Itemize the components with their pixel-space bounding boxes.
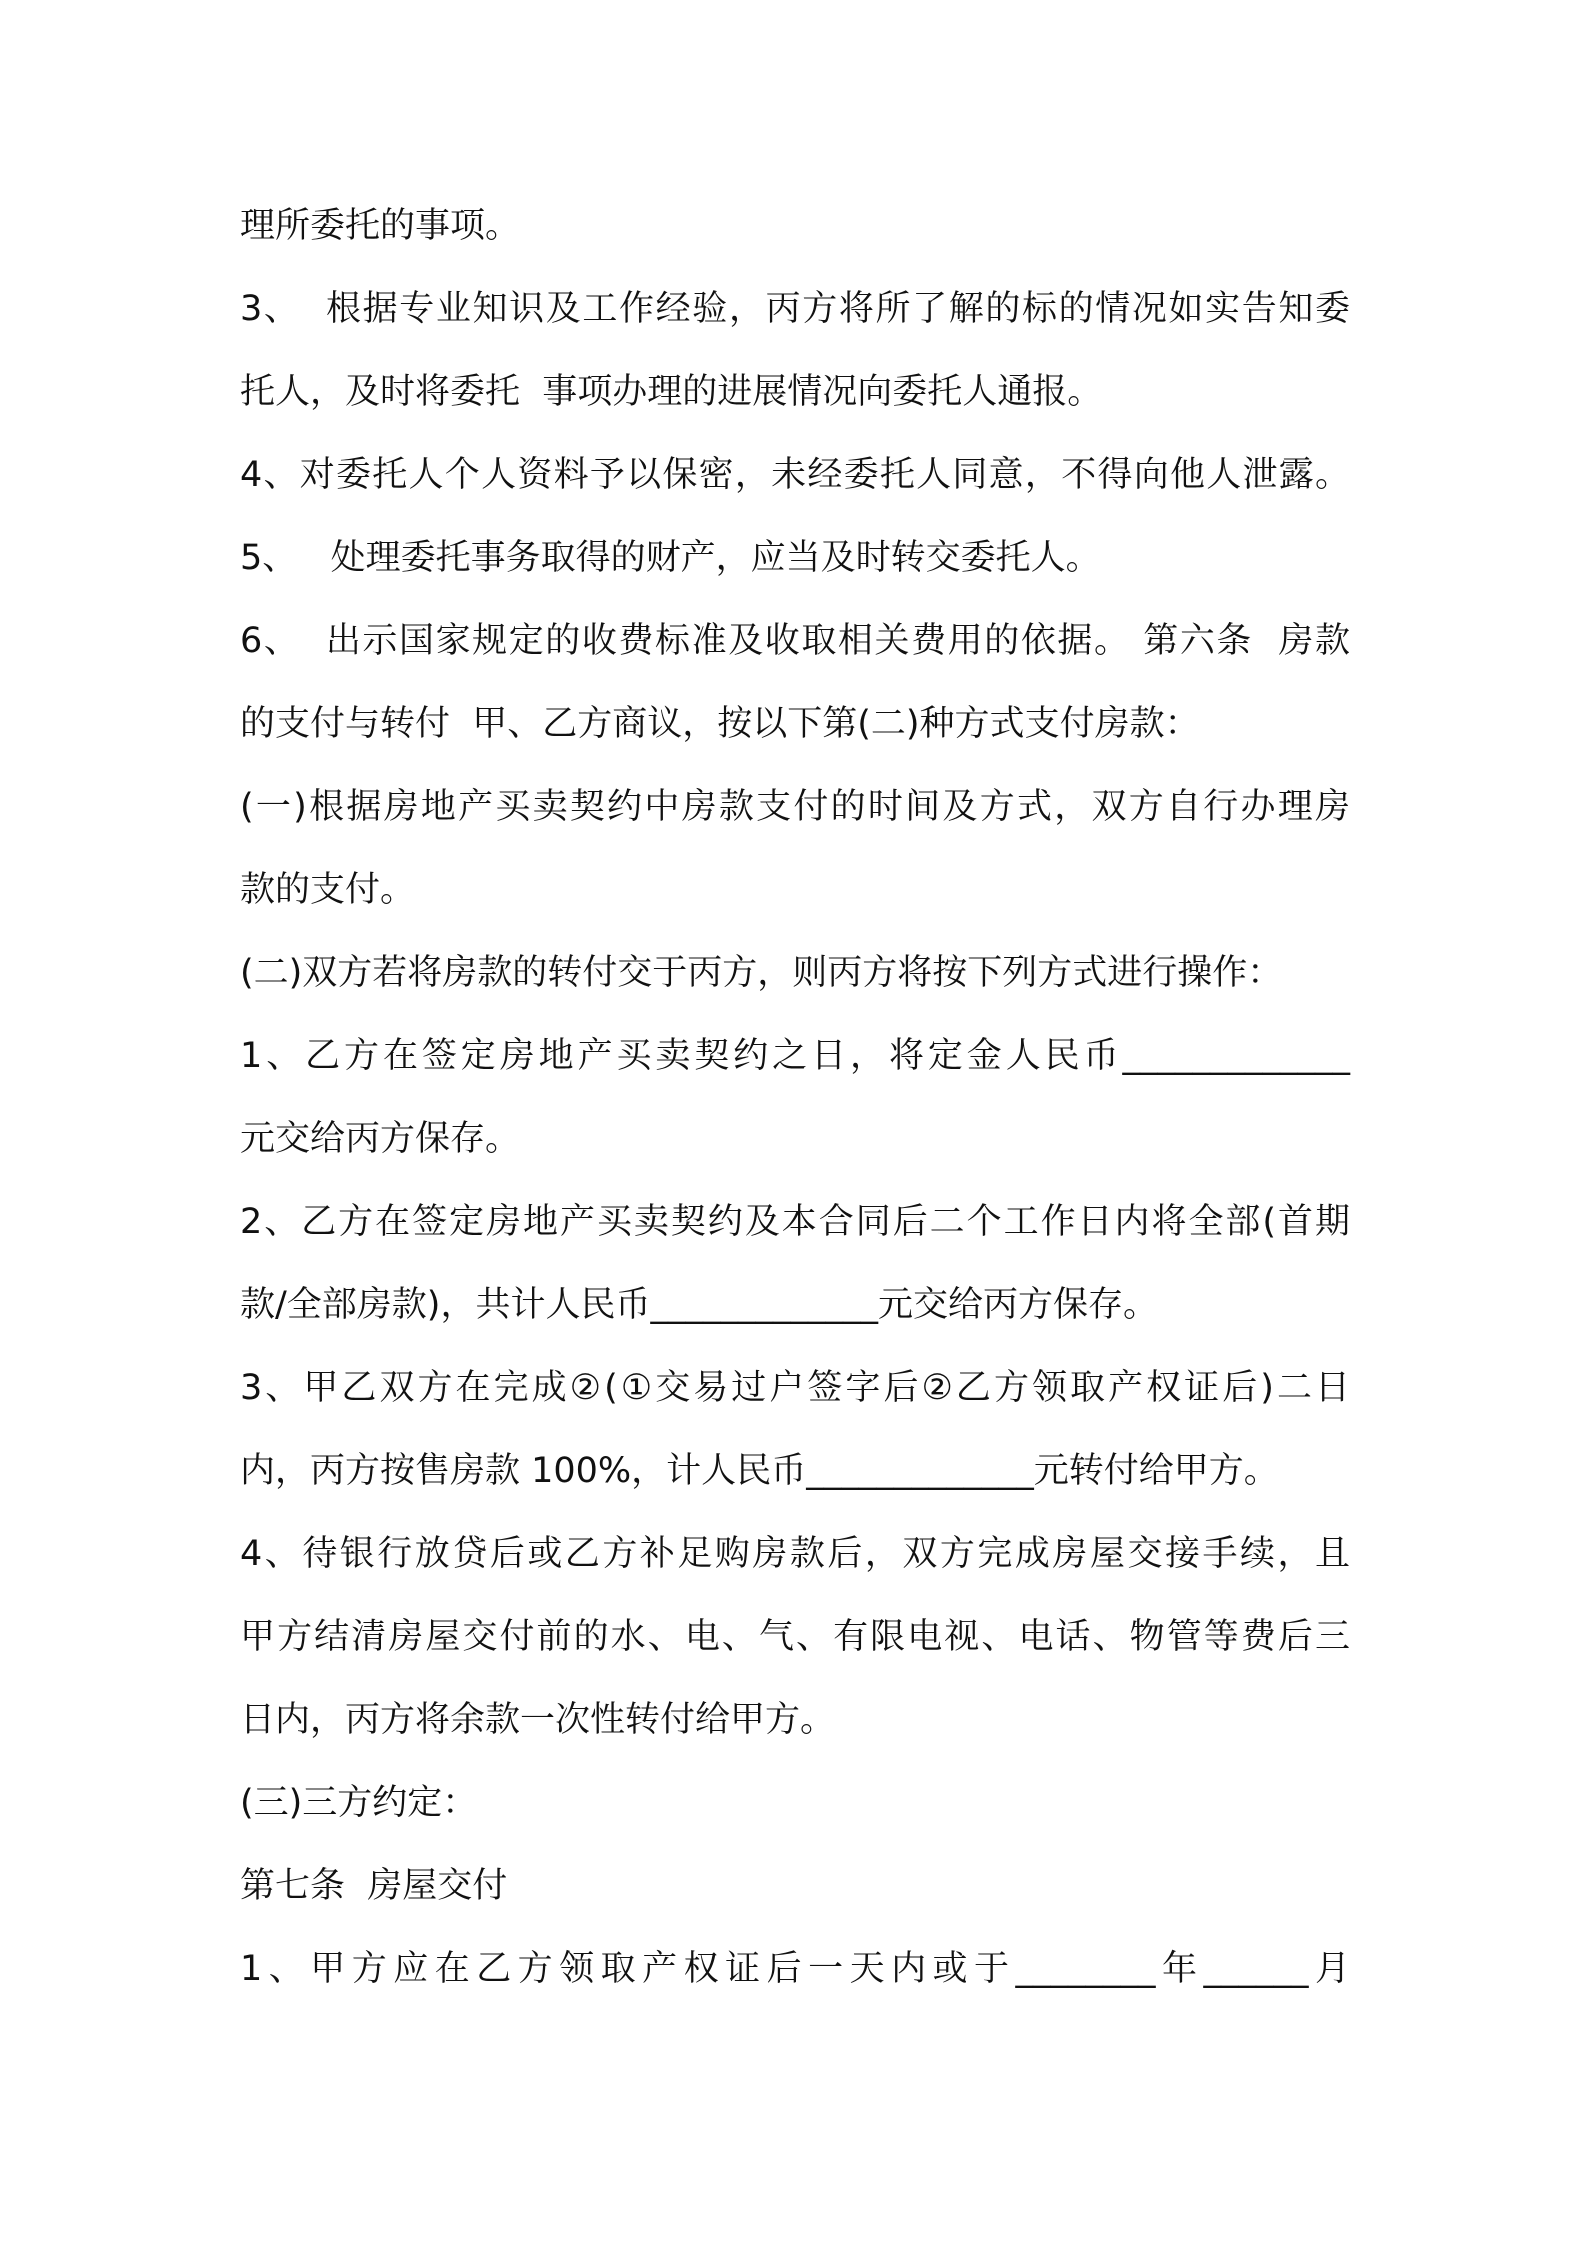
text-line: 款的支付。 — [240, 870, 416, 910]
text-line: 5、 处理委托事务取得的财产，应当及时转交委托人。 — [240, 538, 1101, 578]
text-line: 内，丙方按售房款 100%，计人民币_____________元转付给甲方。 — [240, 1451, 1279, 1491]
text-line: 元交给丙方保存。 — [240, 1119, 521, 1159]
text-line: 1、乙方在签定房地产买卖契约之日，将定金人民币_____________ — [240, 1036, 1350, 1076]
text-line: 1、甲方应在乙方领取产权证后一天内或于________年______月 — [240, 1949, 1350, 1989]
text-line: 2、乙方在签定房地产买卖契约及本合同后二个工作日内将全部(首期 — [240, 1202, 1350, 1242]
text-line: 日内，丙方将余款一次性转付给甲方。 — [240, 1700, 836, 1740]
text-line: 托人，及时将委托 事项办理的进展情况向委托人通报。 — [240, 372, 1103, 412]
text-line: 的支付与转付 甲、乙方商议，按以下第(二)种方式支付房款： — [240, 704, 1200, 744]
text-line: 4、待银行放贷后或乙方补足购房款后，双方完成房屋交接手续，且 — [240, 1534, 1350, 1574]
text-line: 3、甲乙双方在完成②(①交易过户签字后②乙方领取产权证后)二日 — [240, 1368, 1350, 1408]
text-line: 款/全部房款)，共计人民币_____________元交给丙方保存。 — [240, 1285, 1158, 1325]
text-line: 6、 出示国家规定的收费标准及收取相关费用的依据。 第六条 房款 — [240, 621, 1350, 661]
text-line: (一)根据房地产买卖契约中房款支付的时间及方式，双方自行办理房 — [240, 787, 1350, 827]
text-line: 甲方结清房屋交付前的水、电、气、有限电视、电话、物管等费后三 — [240, 1617, 1350, 1657]
text-line: 3、 根据专业知识及工作经验，丙方将所了解的标的情况如实告知委 — [240, 289, 1350, 329]
section-heading: 第七条 房屋交付 — [240, 1866, 508, 1906]
text-line: 4、对委托人个人资料予以保密，未经委托人同意，不得向他人泄露。 — [240, 455, 1350, 495]
text-line: (二)双方若将房款的转付交于丙方，则丙方将按下列方式进行操作： — [240, 953, 1283, 993]
text-line: (三)三方约定： — [240, 1783, 478, 1823]
text-line: 理所委托的事项。 — [240, 206, 521, 246]
